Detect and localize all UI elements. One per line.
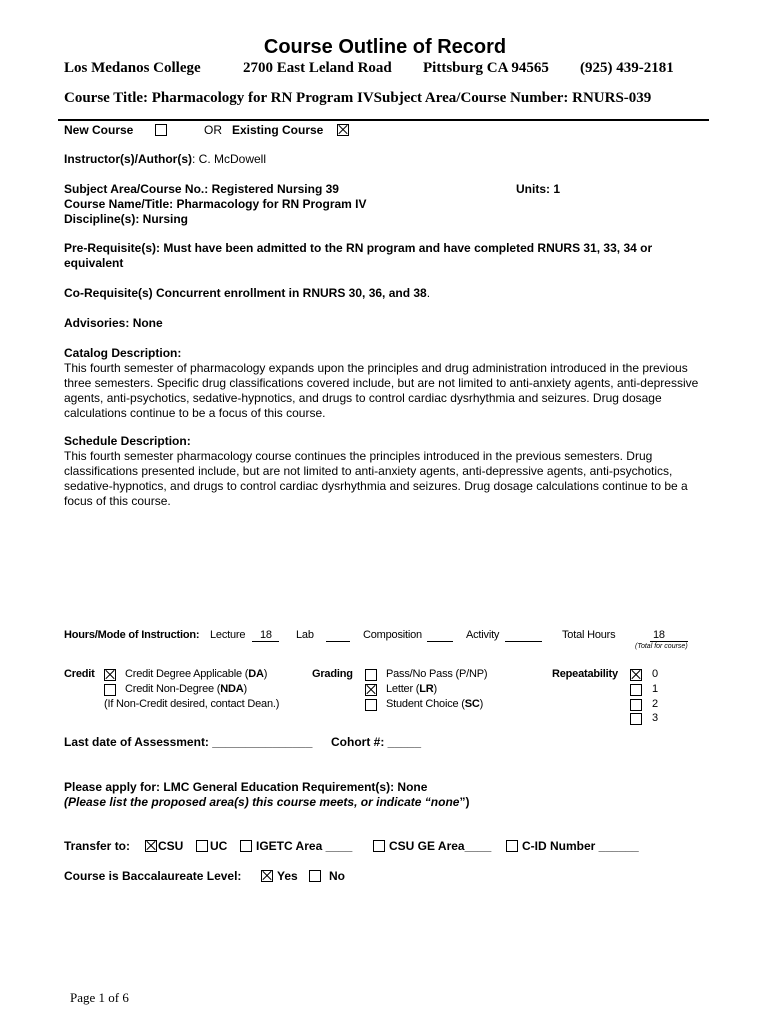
baccalaureate-yes-label: Yes bbox=[277, 869, 298, 883]
credit-non-degree-checkbox[interactable] bbox=[104, 684, 116, 696]
total-hours-note: (Total for course) bbox=[635, 643, 688, 650]
credit-da-text-a: Credit Degree Applicable ( bbox=[125, 668, 249, 680]
existing-course-checkbox[interactable] bbox=[337, 124, 349, 136]
composition-underline[interactable] bbox=[427, 641, 453, 642]
grading-letter-text-a: Letter ( bbox=[386, 683, 420, 695]
repeatability-2-checkbox[interactable] bbox=[630, 699, 642, 711]
credit-label: Credit bbox=[64, 668, 95, 680]
baccalaureate-label: Course is Baccalaureate Level: bbox=[64, 869, 242, 883]
activity-label: Activity bbox=[466, 629, 500, 641]
grading-letter-text-b: ) bbox=[433, 683, 437, 695]
ge-note-none: none bbox=[430, 795, 460, 809]
ge-note-a: (Please list the proposed area(s) this course meets, or indicate “ bbox=[64, 795, 431, 809]
transfer-cid-label: C-ID Number ______ bbox=[522, 839, 639, 853]
grading-sc-code: SC bbox=[464, 698, 480, 710]
grading-student-choice-label bbox=[386, 698, 483, 710]
total-hours-label: Total Hours bbox=[562, 629, 616, 641]
advisories-line: Advisories: None bbox=[64, 316, 163, 330]
lecture-label: Lecture bbox=[210, 629, 246, 641]
transfer-label: Transfer to: bbox=[64, 839, 131, 853]
transfer-csu-checkbox[interactable] bbox=[145, 840, 157, 852]
repeatability-3-checkbox[interactable] bbox=[630, 713, 642, 725]
new-course-checkbox[interactable] bbox=[155, 124, 167, 136]
baccalaureate-no-label: No bbox=[329, 869, 345, 883]
grading-student-choice-checkbox[interactable] bbox=[365, 699, 377, 711]
grading-sc-text-a: Student Choice ( bbox=[386, 698, 465, 710]
page-number: Page 1 of 6 bbox=[70, 990, 129, 1005]
credit-da-code: DA bbox=[248, 668, 264, 680]
repeatability-0-label: 0 bbox=[652, 668, 658, 680]
transfer-igetc-label: IGETC Area ____ bbox=[256, 839, 353, 853]
discipline-line: Discipline(s): Nursing bbox=[64, 212, 189, 226]
credit-non-degree-label bbox=[125, 683, 247, 695]
catalog-text: This fourth semester of pharmacology expands upon the principles and drug administration introduced in the previous three semesters. Specific drug classifications covered include, but are not limited to anti-anxiety agents, anti-depressive agents, anti-psychotics, sedative-hypnotics, and drugs to control cardiac dysrhythmia and seizures. Drug dosage calculations continue to be a focus of this course. bbox=[64, 361, 699, 420]
credit-nda-text-b: ) bbox=[243, 683, 247, 695]
corequisite-line bbox=[64, 286, 430, 300]
instructor-label: Instructor(s)/Author(s) bbox=[64, 152, 192, 166]
schedule-text: This fourth semester pharmacology course continues the principles introduced in the previous semesters. Drug classifications presented include, but are not limited to anti-anxiety agents, anti-depressive agents, anti-psychotics, sedative-hypnotics, and drugs to control cardiac dysrhythmia and seizures. Drug dosage calculations continue to be a focus of this course. bbox=[64, 449, 688, 508]
schedule-heading: Schedule Description: bbox=[64, 434, 191, 448]
grading-letter-label bbox=[386, 683, 437, 695]
corequisite-text: Co-Requisite(s) Concurrent enrollment in RNURS 30, 36, and 38 bbox=[64, 286, 427, 300]
subject-area-line: Subject Area/Course No.: Registered Nursing 39 bbox=[64, 182, 339, 196]
ge-note-b: ”) bbox=[459, 795, 470, 809]
grading-sc-text-b: ) bbox=[479, 698, 484, 710]
catalog-heading: Catalog Description: bbox=[64, 346, 182, 360]
composition-label: Composition bbox=[363, 629, 422, 641]
transfer-csu-ge-checkbox[interactable] bbox=[373, 840, 385, 852]
credit-nda-code: NDA bbox=[220, 683, 244, 695]
lecture-value: 18 bbox=[260, 629, 272, 641]
course-title-line: Course Title: Pharmacology for RN Program IVSubject Area/Course Number: RNURS-039 bbox=[64, 90, 652, 106]
header-divider bbox=[58, 119, 709, 121]
ge-apply-line: Please apply for: LMC General Education Requirement(s): None bbox=[64, 780, 428, 794]
credit-degree-applicable-label bbox=[125, 668, 267, 680]
grading-pass-no-pass-label: Pass/No Pass (P/NP) bbox=[386, 668, 488, 680]
repeatability-1-checkbox[interactable] bbox=[630, 684, 642, 696]
transfer-csu-label: CSU bbox=[158, 839, 184, 853]
course-name-line: Course Name/Title: Pharmacology for RN Program IV bbox=[64, 197, 367, 211]
lab-underline[interactable] bbox=[326, 641, 350, 642]
activity-underline[interactable] bbox=[505, 641, 542, 642]
hours-label: Hours/Mode of Instruction: bbox=[64, 629, 200, 641]
college-name: Los Medanos College bbox=[64, 60, 201, 76]
credit-note: (If Non-Credit desired, contact Dean.) bbox=[104, 698, 280, 710]
existing-course-label: Existing Course bbox=[232, 123, 324, 137]
grading-letter-checkbox[interactable] bbox=[365, 684, 377, 696]
college-phone: (925) 439-2181 bbox=[580, 60, 674, 76]
total-hours-value: 18 bbox=[653, 629, 665, 641]
grading-label: Grading bbox=[312, 668, 353, 680]
baccalaureate-yes-checkbox[interactable] bbox=[261, 870, 273, 882]
prerequisite-text: Pre-Requisite(s): Must have been admitted to the RN program and have completed RNURS 31, 33, 34 or equivalent bbox=[64, 241, 653, 270]
lab-label: Lab bbox=[296, 629, 314, 641]
grading-pass-no-pass-checkbox[interactable] bbox=[365, 669, 377, 681]
college-city: Pittsburg CA 94565 bbox=[423, 60, 549, 76]
grading-letter-code: LR bbox=[419, 683, 434, 695]
lecture-underline bbox=[252, 641, 279, 642]
repeatability-label: Repeatability bbox=[552, 668, 618, 680]
repeatability-2-label: 2 bbox=[652, 698, 658, 710]
repeatability-1-label: 1 bbox=[652, 683, 658, 695]
or-label: OR bbox=[204, 123, 222, 137]
instructor-value: : C. McDowell bbox=[192, 152, 267, 166]
transfer-uc-label: UC bbox=[210, 839, 228, 853]
college-address: 2700 East Leland Road bbox=[243, 60, 392, 76]
cohort-number[interactable]: Cohort #: _____ bbox=[331, 735, 422, 749]
credit-degree-applicable-checkbox[interactable] bbox=[104, 669, 116, 681]
repeatability-3-label: 3 bbox=[652, 712, 658, 724]
credit-nda-text-a: Credit Non-Degree ( bbox=[125, 683, 221, 695]
transfer-csu-ge-label: CSU GE Area____ bbox=[389, 839, 492, 853]
credit-da-text-b: ) bbox=[263, 668, 268, 680]
repeatability-0-checkbox[interactable] bbox=[630, 669, 642, 681]
total-hours-underline bbox=[650, 641, 688, 642]
new-course-label: New Course bbox=[64, 123, 134, 137]
instructor-line bbox=[64, 152, 266, 166]
ge-note bbox=[64, 795, 469, 809]
units-label: Units: 1 bbox=[516, 182, 561, 196]
page-title: Course Outline of Record bbox=[263, 36, 507, 58]
last-date-of-assessment[interactable]: Last date of Assessment: _______________ bbox=[64, 735, 313, 749]
transfer-uc-checkbox[interactable] bbox=[196, 840, 208, 852]
baccalaureate-no-checkbox[interactable] bbox=[309, 870, 321, 882]
transfer-igetc-checkbox[interactable] bbox=[240, 840, 252, 852]
corequisite-tail: . bbox=[426, 286, 431, 300]
transfer-cid-checkbox[interactable] bbox=[506, 840, 518, 852]
